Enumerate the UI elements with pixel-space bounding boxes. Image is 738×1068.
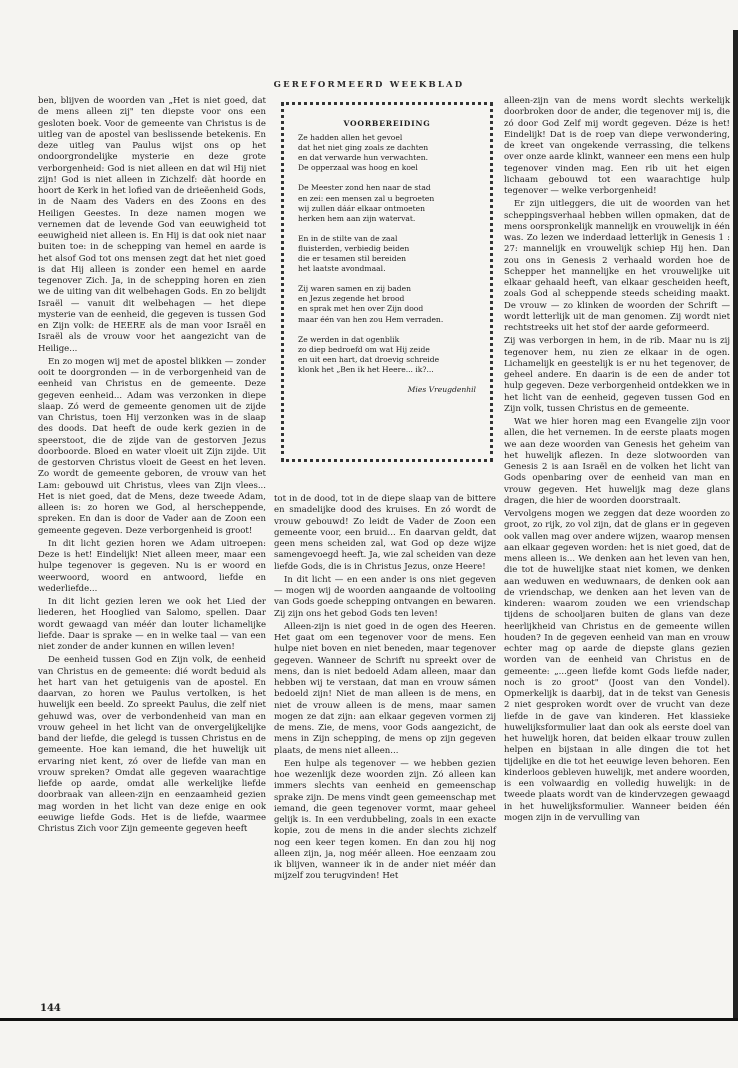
column-left [38, 96, 266, 837]
paragraph: En zo mogen wij met de apostel blikken — zonder ooit te doorgronden — in de verborgenheid van de eenheid van Christus en de gemeente. Deze gegeven eenheid... Adam was verzonken in diepe slaap. Zó werd de gemeente genomen uit de zijde van Christus, toen Hij verzonken was in de slaap des doods. Dat heeft de oude kerk gezien in de speerstoot, die de zijde van de gestorven Jezus doorboorde. Bloed en water vloeit uit Zijn zijde. Uit de gestorven Christus vloeit de Geest en het leven. Zo wordt de gemeente geboren, de vrouw van het Lam: gebouwd uit Christus, vlees van Zijn vlees... Het is niet goed, dat de Mens, deze tweede Adam, alleen is: zo horen we God, al herscheppende, spreken. En dan is door de Vader aan de Zoon een gemeente gegeven. Deze verborgenheid is groot! [38, 356, 266, 536]
poem-line: dat het niet ging zoals ze dachten [298, 143, 429, 153]
poem-line: De opperzaal was hoog en koel [298, 163, 418, 173]
poem-line: Ze werden in dat ogenblik [298, 334, 400, 344]
poem-line: en sprak met hen over Zijn dood [298, 304, 424, 314]
column-right [504, 96, 730, 826]
poem-line: klonk het „Ben ik het Heere... ik?... [298, 364, 434, 374]
paragraph: Zij was verborgen in hem, in de rib. Maar nu is zij tegenover hem, nu zien ze elkaar in de ogen. Lichamelijk en geestelijk is er nu het tegenover, de geheel andere. En daarin is de een de ander tot hulp gegeven. Deze verborgenheid ontdekken we in het licht van de eenheid, gegeven tussen God en Zijn volk, tussen Christus en de gemeente. [504, 336, 730, 414]
page-number: 144 [40, 1003, 61, 1014]
poem-line: en Jezus zegende het brood [298, 294, 405, 304]
page-header: GEREFORMEERD WEEKBLAD [273, 80, 465, 90]
poem-box [281, 102, 493, 462]
poem-line: Zij waren samen en zij baden [298, 284, 411, 294]
poem-stanza [298, 284, 476, 324]
paragraph: ben, blijven de woorden van „Het is niet goed, dat de mens alleen zij" ten diepste voor ons een gesloten boek. Voor de gemeente van Christus is de uitleg van de apostel van beslissende betekenis. En deze uitleg van Paulus wijst ons op het ondoorgrondelijke mysterie en deze grote verborgenheid: God is niet alleen en dat wil Hij niet zijn! God is niet alleen in Zichzelf: dàt hoorde en hoort de Kerk in het lofied van de drieëenheid Gods, in de Naam des Vaders en des Zoons en des Heiligen Geestes. In deze namen mogen we vernemen dat de levende God van eeuwigheid tot eeuwigheid niet alleen is. En Hij is dat ook niet naar buiten toe: in de schepping van hemel en aarde is het alsof God tot ons mensen zegt dat het niet goed is dat Hij alleen is zonder een hemel en aarde tegenover Zich. Ja, in de schepping horen en zien we de uiting van dit welbehagen Gods. En zo belijdt Israël — vanuit dit welbehagen — het diepe mysterie van de eenheid, die gegeven is tussen God en Zijn volk: de HEERE als de man voor Israël en Israël als de vrouw voor het aangezicht van de Heilige... [38, 96, 266, 354]
paragraph: In dit licht — en een ander is ons niet gegeven — mogen wij de woorden aangaande de voltooiing van Gods goede schepping ontvangen en bewaren. Zij zijn ons het gebod Gods ten leven! [274, 574, 496, 619]
paragraph: In dit licht gezien leren we ook het Lied der liederen, het Hooglied van Salomo, spellen. Daar wordt gewaagd van méér dan louter lichamelijke liefde. Daar is sprake — en in welke taal — van een niet zonder de ander kunnen en willen leven! [38, 597, 266, 652]
poem-line: en zei: een mensen zal u begroeten [298, 193, 435, 203]
paragraph: Een hulpe als tegenover — we hebben gezien hoe wezenlijk deze woorden zijn. Zó alleen kan immers slechts van eenheid en gemeenschap sprake zijn. De mens vindt geen gemeenschap met iemand, die geen tegenover vormt, maar geheel gelijk is. In een verdubbeling, zoals in een exacte kopie, zou de mens in die ander slechts zichzelf nog een keer tegen komen. En dan zou hij nog alleen zijn, ja, nog méér alleen. Hoe eenzaam zou ik blijven, wanneer ik in de ander niet méér dan mijzelf zou terugvinden! Het [274, 758, 496, 882]
poem-author: Mies Vreugdenhil [407, 384, 476, 394]
paragraph: Wat we hier horen mag een Evangelie zijn voor allen, die het vernemen. In de eerste plaats mogen we aan deze woorden van Genesis het geheim van het huwelijk aflezen. In deze slotwoorden van Genesis 2 is aan Israël en de volken het licht van Gods openbaring over de eenheid van man en vrouw gegeven. Het huwelijk mag deze glans dragen, die hier de woorden doorstraalt. [504, 417, 730, 506]
paragraph: tot in de dood, tot in de diepe slaap van de bittere en smadelijke dood des kruises. En zó wordt de vrouw gebouwd! Zo leidt de Vader de Zoon een gemeente voor, een bruid... En daarvan geldt, dat geen mens scheiden zal, wat God op deze wijze samengevoegd heeft. Ja, wie zal scheiden van deze liefde Gods, die is in Christus Jezus, onze Heere! [274, 494, 496, 572]
poem-line: en uit een hart, dat droevig schreide [298, 354, 440, 364]
poem-stanza [298, 183, 476, 223]
poem-line: het laatste avondmaal. [298, 264, 386, 274]
poem-line: maar één van hen zou Hem verraden. [298, 314, 444, 324]
poem-line: De Meester zond hen naar de stad [298, 183, 431, 193]
poem-line: wij zullen dáár elkaar ontmoeten [298, 203, 426, 213]
page-edge [733, 30, 738, 1020]
poem-stanza [298, 335, 476, 375]
poem-line: Ze hadden allen het gevoel [298, 133, 403, 143]
paragraph: alleen-zijn van de mens wordt slechts werkelijk doorbroken door de ander, die tegenover mij is, die zó door God Zelf mij wordt gegeven. Déze is het! Eindelijk! Dat is de roep van diepe verwondering, de kreet van ongekende verrassing, die telkens over onze aarde klinkt, wanneer een mens een hulp tegenover vinden mag. Een rib uit het eigen lichaam gebouwd tot een waarachtige hulp tegenover — welke verborgenheid! [504, 96, 730, 196]
poem-line: En in de stilte van de zaal [298, 233, 398, 243]
paragraph: Alleen-zijn is niet goed in de ogen des Heeren. Het gaat om een tegenover voor de mens. Een hulpe niet boven en niet beneden, maar tegenover gegeven. Wanneer de Schrift nu spreekt over de mens, dan is niet bedoeld Adam alleen, maar dan hebben wij te verstaan, dat man en vrouw sámen bedoeld zijn! Niet de man alleen is de mens, en niet de vrouw alleen is de mens, maar samen mogen ze dat zijn: aan elkaar gegeven vormen zij de mens. Zie, de mens, voor Gods aangezicht, de mens in Zijn schepping, de mens op zijn gegeven plaats, de mens niet alleen... [274, 621, 496, 756]
poem-stanza [298, 133, 476, 173]
poem-stanza [298, 234, 476, 274]
poem-line: die er tesamen stil bereiden [298, 254, 407, 264]
paragraph: In dit licht gezien horen we Adam uitroepen: Deze is het! Eindelijk! Niet alleen meer, maar een hulpe tegenover is gegeven. Nu is er woord en weerwoord, woord en antwoord, liefde en wederliefde... [38, 538, 266, 594]
paragraph: Er zijn uitleggers, die uit de woorden van het scheppingsverhaal hebben willen opmaken, dat de mens oorspronkelijk mannelijk en vrouwelijk in één was. Zo lezen we inderdaad letterlijk in Genesis 1 : 27: mannelijk en vrouwelijk schiep Hij hen. Dan zou ons in Genesis 2 verhaald worden hoe de Schepper het mannelijke en het vrouwelijke uit elkaar gehaald heeft, van elkaar gescheiden heeft, zoals God al scheppende steeds scheiding maakt. De vrouw — zo klinken de woorden der Schrift — wordt letterlijk uit de man genomen. Zij wordt niet rechtstreeks uit het stof der aarde geformeerd. [504, 199, 730, 333]
poem-title: VOORBEREIDING [343, 119, 431, 128]
poem-line: zo diep bedroefd om wat Hij zeide [298, 344, 430, 354]
bottom-rule [0, 1018, 738, 1021]
poem-line: en dat verwarde hun verwachten. [298, 153, 429, 163]
poem-line: fluisterden, verbiedig beiden [298, 243, 410, 253]
paragraph: Vervolgens mogen we zeggen dat deze woorden zo groot, zo rijk, zo vol zijn, dat de glans er in gegeven ook vallen mag over andere wijzen, waarop mensen aan elkaar gegeven worden: het is niet goed, dat de mens alleen is... We denken aan het leven van hen, die tot de huwelijke staat niet komen, we denken aan weduwen en weduwnaars, de denken ook aan de vriendschap, we denken aan het leven van de kinderen: waarom zouden we een vriendschap tijdens de schooljaren buiten de glans van deze heerlijkheid van Christus en de gemeente willen houden? In de gegeven eenheid van man en vrouw echter mag op aarde de diepste glans gezien worden van de eenheid van Christus en de gemeente: „...geen liefde komt Gods liefde nader, noch is zo groot" (Joost van den Vondel). Opmerkelijk is daarbij, dat in de tekst van Genesis 2 niet gesproken wordt over de vrucht van deze liefde in de gave van kinderen. Het klassieke huwelijksformulier laat dan ook als eerste doel van het huwelijk horen, dat beiden elkaar trouw zullen helpen en bijstaan in alle dingen die tot het tijdelijke en die tot het eeuwige leven behoren. Een kinderloos gebleven huwelijk, met andere woorden, is een volwaardig en volledig huwelijk: in de tweede plaats wordt van de kindervzegen gewaagd in het huwelijksformulier. Wanneer beiden één mogen zijn in de vervulling van [504, 509, 730, 823]
column-middle [274, 494, 496, 885]
poem-line: herken hem aan zijn watervat. [298, 213, 416, 223]
paragraph: De eenheid tussen God en Zijn volk, de eenheid van Christus en de gemeente: dié wordt beduid als het hart van het getuigenis van de apostel. En daarvan, zo horen we Paulus vertolken, is het huwelijk een beeld. Zo spreekt Paulus, die zelf niet gehuwd was, over de verbondenheid van man en vrouw geheel in het licht van de onvergelijkelijke band der liefde, die gelegd is tussen Christus en de gemeente. Hoe kan iemand, die het huwelijk uit ervaring niet kent, zó over de liefde van man en vrouw spreken? Omdat alle gegeven waarachtige liefde op aarde, omdat alle werkelijke liefde doorbraak van alleen-zijn en eenzaamheid gezien mag worden in het licht van deze enige en ook eeuwige liefde Gods. Het is de liefde, waarmee Christus Zich voor Zijn gemeente gegeven heeft [38, 655, 266, 834]
